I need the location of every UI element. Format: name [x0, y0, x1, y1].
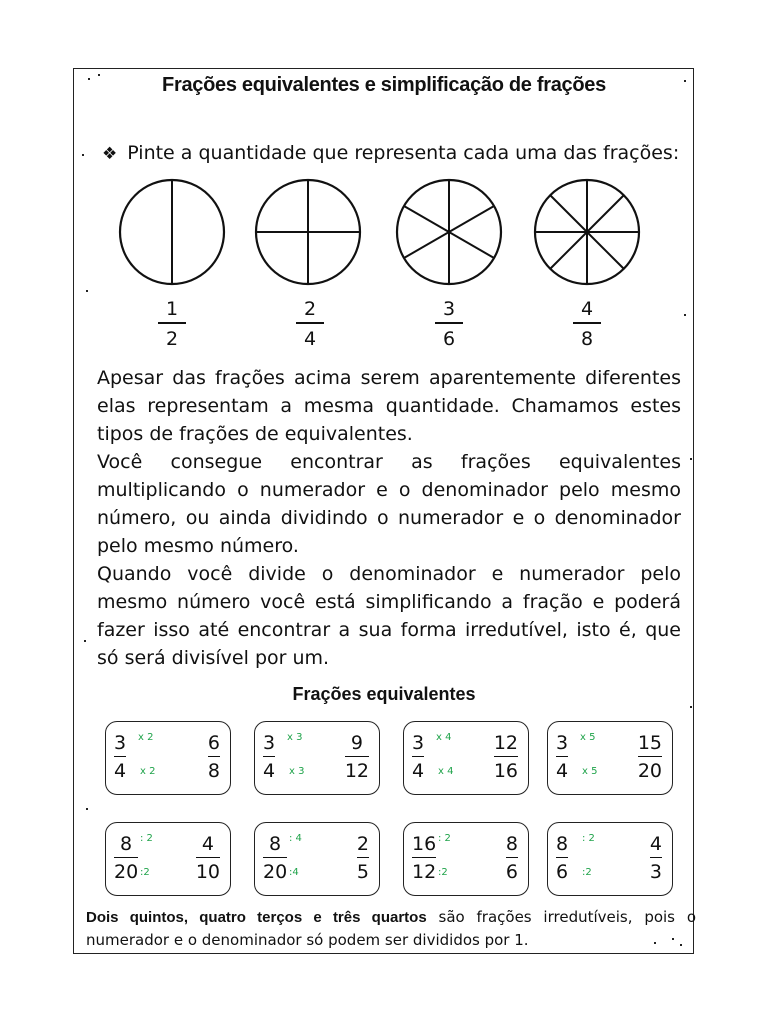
circle-fraction-label [152, 298, 192, 350]
fraction-circle-6[interactable] [397, 180, 501, 284]
scan-speck [654, 942, 656, 944]
numerator: 3 [263, 732, 276, 754]
numerator: 15 [637, 732, 662, 754]
fraction-bar [114, 857, 138, 858]
multiply-fraction-box [254, 721, 380, 795]
operator-bottom: :2 [438, 867, 448, 878]
denominator: 4 [114, 760, 127, 782]
numerator: 16 [412, 833, 437, 855]
circle-fraction-label [429, 298, 469, 350]
fraction-bar [263, 857, 287, 858]
fraction-bar [638, 756, 662, 757]
fraction-bar [556, 756, 568, 757]
circle-fraction-label [290, 298, 330, 350]
result-fraction [506, 833, 518, 883]
numerator: 8 [505, 833, 518, 855]
source-fraction [412, 833, 436, 883]
scan-speck [680, 944, 682, 946]
operator-top: : 2 [438, 833, 451, 844]
numerator: 8 [120, 833, 133, 855]
page-title: Frações equivalentes e simplificação de frações [162, 74, 606, 96]
paragraph-3: Quando você divide o denominador e numerador pelo mesmo número você está simplificando a fração e poderá fazer isso até encontrar a sua forma irredutível, isto é, que só será divisível por um. [97, 563, 681, 669]
denominator: 3 [649, 861, 662, 883]
scan-speck [672, 938, 674, 940]
note-rest: são frações irredutíveis, pois o numerador e o denominador só podem ser divididos por 1. [86, 908, 696, 949]
operator-bottom: :2 [582, 867, 592, 878]
fraction-bar [435, 322, 463, 324]
operator-top: x 5 [580, 732, 596, 743]
result-fraction [345, 732, 369, 782]
fraction-bar [506, 857, 518, 858]
section-subtitle: Frações equivalentes [292, 684, 476, 704]
fraction-bar [114, 756, 126, 757]
fraction-bar [556, 857, 568, 858]
denominator: 10 [195, 861, 220, 883]
result-fraction [196, 833, 220, 883]
numerator: 4 [201, 833, 214, 855]
operator-bottom: x 3 [289, 766, 305, 777]
numerator: 4 [580, 298, 594, 320]
numerator: 8 [556, 833, 569, 855]
scan-speck [690, 706, 692, 708]
fraction-bar [412, 857, 436, 858]
source-fraction [412, 732, 424, 782]
fraction-circle-8[interactable] [535, 180, 639, 284]
operator-top: : 4 [289, 833, 302, 844]
numerator: 3 [114, 732, 127, 754]
fraction-bar [296, 322, 324, 324]
denominator: 4 [303, 328, 317, 350]
scan-speck [82, 154, 84, 156]
denominator: 8 [580, 328, 594, 350]
source-fraction [556, 833, 568, 883]
numerator: 1 [165, 298, 179, 320]
fraction-bar [357, 857, 369, 858]
operator-bottom: x 2 [140, 766, 156, 777]
operator-bottom: :2 [140, 867, 150, 878]
instruction-text: Pinte a quantidade que representa cada uma das frações: [127, 142, 680, 164]
note [86, 906, 696, 951]
scan-speck [684, 80, 686, 82]
numerator: 4 [649, 833, 662, 855]
operator-bottom: x 4 [438, 766, 454, 777]
source-fraction [556, 732, 568, 782]
denominator: 16 [493, 760, 518, 782]
paragraph-1: Apesar das frações acima serem aparentemente diferentes elas representam a mesma quantidade. Chamamos estes tipos de frações de equivalentes. [97, 367, 681, 445]
fraction-circle-2[interactable] [120, 180, 224, 284]
scan-speck [84, 640, 86, 642]
divide-fraction-box [547, 822, 673, 896]
scan-speck [98, 74, 100, 76]
denominator: 6 [505, 861, 518, 883]
scan-speck [88, 78, 90, 80]
denominator: 8 [207, 760, 220, 782]
divide-fraction-box [403, 822, 529, 896]
numerator: 6 [207, 732, 220, 754]
operator-top: x 4 [436, 732, 452, 743]
denominator: 4 [412, 760, 425, 782]
denominator: 20 [263, 861, 288, 883]
source-fraction [114, 833, 138, 883]
source-fraction [263, 732, 275, 782]
denominator: 12 [344, 760, 369, 782]
numerator: 12 [493, 732, 518, 754]
numerator: 9 [350, 732, 363, 754]
operator-top: x 3 [287, 732, 303, 743]
fraction-circles [0, 0, 768, 360]
fraction-circle-4[interactable] [256, 180, 360, 284]
numerator: 8 [269, 833, 282, 855]
fraction-bar [158, 322, 186, 324]
divide-fraction-box [254, 822, 380, 896]
result-fraction [208, 732, 220, 782]
operator-top: : 2 [582, 833, 595, 844]
fraction-bar [494, 756, 518, 757]
circle-fraction-label [567, 298, 607, 350]
scan-speck [684, 314, 686, 316]
scan-speck [86, 808, 88, 810]
denominator: 5 [356, 861, 369, 883]
numerator: 2 [303, 298, 317, 320]
operator-bottom: :4 [289, 867, 299, 878]
fraction-bar [345, 756, 369, 757]
numerator: 2 [356, 833, 369, 855]
multiply-fraction-box [403, 721, 529, 795]
denominator: 2 [165, 328, 179, 350]
result-fraction [357, 833, 369, 883]
scan-speck [690, 458, 692, 460]
multiply-fraction-box [547, 721, 673, 795]
fraction-bar [196, 857, 220, 858]
paragraph-2: Você consegue encontrar as frações equivalentes multiplicando o numerador e o denominador pelo mesmo número, ou ainda dividindo o numerador e o denominador pelo mesmo número. [97, 451, 681, 557]
numerator: 3 [412, 732, 425, 754]
denominator: 20 [637, 760, 662, 782]
denominator: 6 [442, 328, 456, 350]
result-fraction [650, 833, 662, 883]
diamond-bullet-icon: ❖ [102, 144, 118, 164]
denominator: 20 [114, 861, 139, 883]
numerator: 3 [556, 732, 569, 754]
fraction-bar [650, 857, 662, 858]
operator-top: x 2 [138, 732, 154, 743]
operator-bottom: x 5 [582, 766, 598, 777]
source-fraction [263, 833, 287, 883]
operator-top: : 2 [140, 833, 153, 844]
note-bold: Dois quintos, quatro terços e três quartos [86, 909, 427, 926]
fraction-bar [412, 756, 424, 757]
source-fraction [114, 732, 126, 782]
scan-speck [86, 290, 88, 292]
fraction-bar [573, 322, 601, 324]
denominator: 12 [412, 861, 437, 883]
result-fraction [638, 732, 662, 782]
denominator: 4 [556, 760, 569, 782]
fraction-bar [208, 756, 220, 757]
result-fraction [494, 732, 518, 782]
denominator: 6 [556, 861, 569, 883]
fraction-bar [263, 756, 275, 757]
divide-fraction-box [105, 822, 231, 896]
multiply-fraction-box [105, 721, 231, 795]
numerator: 3 [442, 298, 456, 320]
denominator: 4 [263, 760, 276, 782]
